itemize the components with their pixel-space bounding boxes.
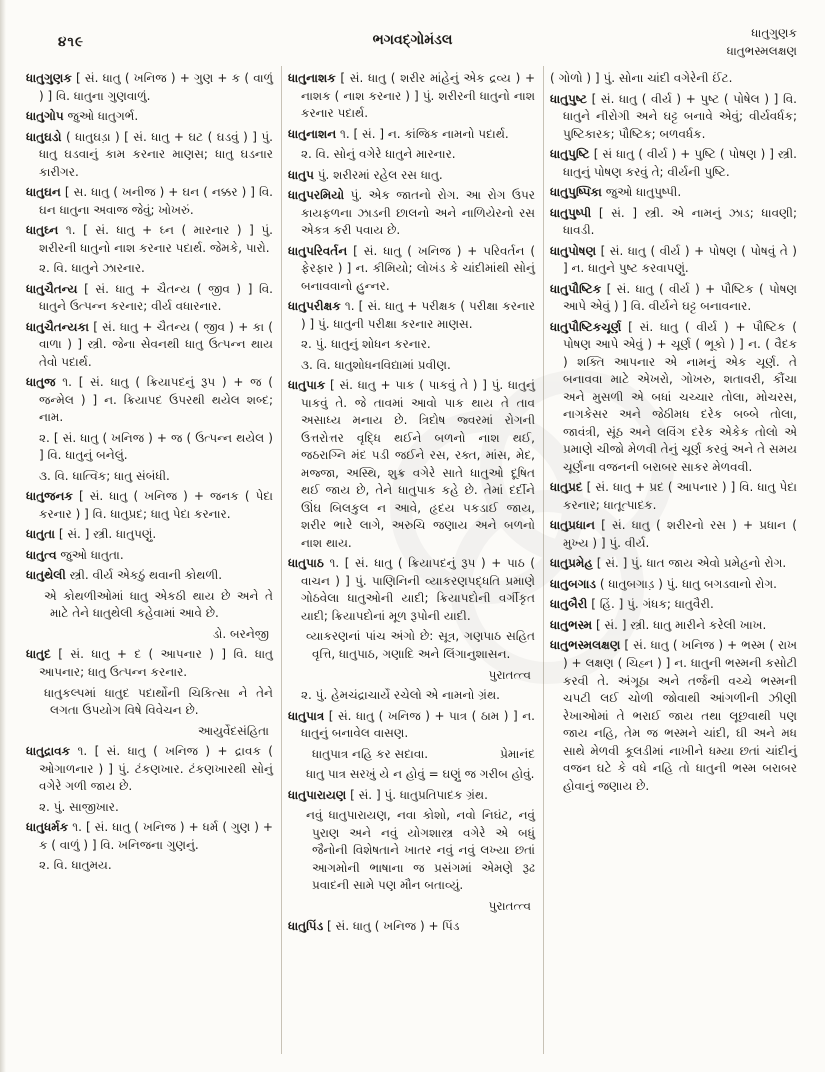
entry-cite xyxy=(26,626,273,644)
headword: ધાતુધર્મક xyxy=(26,820,69,835)
entry-text: ૨. વિ. સોનું વગેરે ધાતુને મારનાર. xyxy=(301,147,456,162)
headword: ધાતુપરમિયો xyxy=(288,188,345,203)
text-column-3 xyxy=(543,66,805,1054)
dictionary-entry xyxy=(288,298,535,333)
headword: ધાતુત્વ xyxy=(26,547,57,562)
dictionary-entry xyxy=(288,787,535,805)
headword: ધાતુદ xyxy=(26,647,51,662)
entry-text: પું. શરીરમાં રહેલ રસ ધાતુ. xyxy=(317,167,443,182)
headword: ધાતુપિંડ xyxy=(288,919,324,934)
dictionary-entry xyxy=(550,184,797,202)
entry-text: ૧. [ સં. ધાતુ ( ખનિજ ) + ધર્મ ( ગુણ ) + ક ( વાળું ) ] વિ. ખનિજના ગુણનું. xyxy=(39,820,273,852)
dictionary-entry xyxy=(550,281,797,316)
entry-text: [ સં. ] પું. ધાત જાય એવો પ્રમેહનો રોગ. xyxy=(596,556,787,571)
entry-text: [ સં. ] પું. ધાતુપ્રતિપાદક ગ્રંથ. xyxy=(350,787,488,802)
entry-sense xyxy=(26,430,273,465)
page-header xyxy=(20,22,805,66)
headword: ધાતુઘ્ન xyxy=(26,223,59,238)
entry-text: [ સં. ધાતુ + દ ( આપનાર ) ] વિ. ધાતુ આપનાર; ધાતુ ઉત્પન્ન કરનાર. xyxy=(39,647,274,679)
dictionary-entry xyxy=(550,146,797,181)
headword: ધાતુનાશન xyxy=(288,126,337,141)
headword: ધાતુતા xyxy=(26,527,55,542)
entry-text: ૩. વિ. ધાત્વિક; ધાતુ સંબંધી. xyxy=(39,468,170,483)
dictionary-entry xyxy=(26,646,273,681)
entry-text: ( ધાતુબગાડ઼ ) પું. ધાતુ બગડવાનો રોગ. xyxy=(599,576,777,591)
headword: ધાતુપ્રમેહ xyxy=(550,556,593,571)
dictionary-entry xyxy=(26,184,273,219)
entry-text: નવું ધાતુપારાયણ, નવા કોશો, નવો નિઘંટ, નવું પુરાણ અને નવું યોગશાસ્ત્ર વગેરે એ બધું જૈનોની વિશેષતાને ખાતર નવું નવું લખ્યા છતાં આગમોની ભાષાના જ પ્રસંગમાં એમણે રૂઢ પ્રવાદની સામે પણ મૌન બતાવ્યું. xyxy=(306,808,535,893)
dictionary-entry xyxy=(26,526,273,544)
entry-text: ૩. વિ. ધાતુશોધનવિદ્યામાં પ્રવીણ. xyxy=(301,357,451,372)
dictionary-entry xyxy=(26,374,273,427)
dictionary-entry xyxy=(26,488,273,523)
entry-sense xyxy=(288,146,535,164)
entry-text: [ સં. ધાતુ ( વીર્ય ) + પુષ્ટ ( પોષેલ ) ] વિ. ધાતુને નીરોગી અને ઘટ્ટ બનાવે એવું; વીર્યવર્ધક; પુષ્ટિકારક; પૌષ્ટિક; બળવર્ધક. xyxy=(563,91,797,141)
entry-text: ૧. [ સં. ધાતુ + પરીક્ષક ( પરીક્ષા કરનાર ) ] પું. ધાતુની પરીક્ષા કરનાર માણસ. xyxy=(301,299,535,331)
headword: ધાતુપ xyxy=(288,167,314,182)
headword: ધાતુજનક xyxy=(26,489,73,504)
entry-text: ૨. પું. ધાતુનું શોધન કરનાર. xyxy=(301,337,431,352)
scan-edge-shadow xyxy=(0,0,6,1072)
entry-note xyxy=(288,807,535,895)
entry-text: [ હિં. ] પું. ગંધક; ધાતુવૈરી. xyxy=(591,597,714,612)
entry-text: [ સં. ધાતુ ( ખનિજ ) + પરિવર્તન ( ફેરફાર ) ] ન. કીમિયો; લોખંડ કે ચાંદીમાંથી સોનું બનાવવાનો હુન્નર. xyxy=(301,243,535,293)
dictionary-entry xyxy=(550,596,797,614)
dictionary-entry xyxy=(550,91,797,144)
entry-cont xyxy=(550,70,797,88)
dictionary-entry xyxy=(550,319,797,477)
entry-note xyxy=(288,628,535,663)
dictionary-entry xyxy=(26,281,273,316)
headword: ધાતુચૈતન્યકા xyxy=(26,319,89,334)
dictionary-entry xyxy=(288,377,535,552)
text-column-1 xyxy=(20,66,281,1054)
dictionary-entry xyxy=(26,70,273,105)
entry-text: [ સં. ધાતુ ( વીર્ય ) + પોષણ ( પોષવું તે ) ] ન. ધાતુને પુષ્ટ કરવાપણું. xyxy=(563,243,797,276)
entry-sense xyxy=(288,336,535,354)
headword: ધાતુગુણક xyxy=(26,71,72,85)
entry-text: [ સં. ધાતુ + ચૈતન્ય ( જીવ ) ] વિ. ધાતુને ઉત્પન્ન કરનાર; વીર્ય વધારનાર. xyxy=(39,281,273,314)
headword: ધાતુભસ્મ xyxy=(550,617,593,632)
entry-text: ( ધાતુઘડ઼ા ) [ સં. ધાતુ + ઘટ ( ઘડવું ) ] પું. ધાતુ ઘડવાનું કામ કરનાર માણસ; ધાતુ ઘડનાર કારીગર. xyxy=(39,129,273,179)
entry-text: ધાતુપાત્ર નહિ કર સદાવા. xyxy=(312,746,429,761)
page-number: ૪૧૯ xyxy=(58,34,84,50)
entry-sense xyxy=(26,799,273,817)
headword: ધાતુપારાયણ xyxy=(288,787,347,802)
dictionary-entry xyxy=(288,918,535,936)
dictionary-entry xyxy=(26,547,273,565)
dictionary-entry xyxy=(288,167,535,185)
entry-text: એ કોથળીઓમાં ધાતુ એકઠી થાય છે અને તે માટે તેને ધાતુથેલી કહેવામાં આવે છે. xyxy=(44,588,273,621)
headword: ધાતુઘન xyxy=(26,185,61,200)
entry-text: [ સં. ] સ્ત્રી. એ નામનું ઝાડ; ધાવણી; ધાવડી. xyxy=(563,205,797,238)
dictionary-entry xyxy=(288,555,535,625)
entry-text: [ સ. ધાતુ ( ખનીજ ) + ઘન ( નક્કર ) ] વિ. ઘન ધાતુના અવાજ જેવું; ખોખરું. xyxy=(39,185,273,217)
guide-word-last: ધાતુભસ્મલક્ષણ xyxy=(726,44,797,58)
entry-text: ધાતુ પાત્ર સરખું યે ન હોવું = ઘણું જ ગરીબ હોવું. xyxy=(306,767,535,782)
guide-word-first: ધાતુગુણક xyxy=(751,26,797,40)
entry-text: [ સં. ધાતુ ( વીર્ય ) + પૌષ્ટિક ( પોષણ આપે એવું ) ] વિ. વીર્યને ઘટ્ટ બનાવનાર. xyxy=(563,281,797,314)
entry-sense xyxy=(26,857,273,875)
entry-text: ૨. પું. સાજીખાર. xyxy=(39,799,119,814)
entry-text: જુઓ ધાતુતા. xyxy=(60,547,124,562)
dictionary-entry xyxy=(26,319,273,372)
dictionary-entry xyxy=(550,205,797,240)
dictionary-entry xyxy=(26,108,273,126)
entry-text: ૧. [ સં. ધાતુ ( ખનિજ ) + દ્રાવક ( ઓગાળનાર ) ] પું. ટંકણખાર. ટંકણખારથી સોનું વગેરે ગળી જાય છે. xyxy=(39,744,273,794)
entry-cite xyxy=(288,667,535,685)
entry-text: ૧. [ સં. ધાતુ ( ક્રિયાપદનું રૂપ ) + જ ( જન્મેલ ) ] ન. ક્રિયાપદ ઉપરથી થયેલ શબ્દ; નામ. xyxy=(39,375,273,425)
entry-text: વ્યાકરણનાં પાંચ અંગો છે: સૂત્ર, ગણપાઠ સહિત વૃત્તિ, ધાતુપાઠ, ગણાદિ અને લિંગાનુશાસન. xyxy=(306,629,535,661)
entry-text: ૨. [ સં. ધાતુ ( ખનિજ ) + જ ( ઉત્પન્ન થયેલ ) ] વિ. ધાતુનું બનેલું. xyxy=(39,430,273,463)
headword: ધાતુપુષ્ટ xyxy=(550,91,587,106)
headword: ધાતુપ્રદ xyxy=(550,480,583,495)
entry-text: [ સં. ધાતુ ( શરીરનો રસ ) + પ્રધાન ( મુખ્ય ) ] પું. વીર્ય. xyxy=(563,518,797,550)
dictionary-entry xyxy=(26,567,273,585)
entry-sense xyxy=(288,687,535,705)
entry-text: ૨. વિ. ધાતુને ઝારનાર. xyxy=(39,261,145,276)
dictionary-entry xyxy=(550,243,797,278)
entry-cite xyxy=(288,898,535,916)
dictionary-entry xyxy=(26,819,273,854)
entry-note xyxy=(26,588,273,623)
entry-text: પું. એક જાતનો રોગ. આ રોગ ઉપર કાયફળના ઝાડની છાલનો અને નાળિયેરનો રસ એકત્ર કરી પવાય છે. xyxy=(301,188,535,238)
entry-quote xyxy=(288,746,535,764)
dictionary-entry xyxy=(26,129,273,182)
entry-text: જુઓ ધાતુપુષ્પી. xyxy=(605,185,682,200)
entry-text: ૨. પું. હેમચંદ્રાચાર્યે રચેલો એ નામનો ગ્રંથ. xyxy=(301,688,500,703)
entry-text: [ સં. ધાતુ ( ખનિજ ) + ગુણ + ક ( વાળું ) ] વિ. ધાતુના ગુણવાળું. xyxy=(39,71,273,103)
headword: ધાતુપ્રધાન xyxy=(550,518,595,533)
headword: ધાતુપુષ્ટિ xyxy=(550,147,590,162)
headword: ધાતુપાત્ર xyxy=(288,708,325,723)
text-columns xyxy=(20,66,805,1054)
entry-sense xyxy=(26,260,273,278)
dictionary-entry xyxy=(288,126,535,144)
dictionary-entry xyxy=(288,187,535,240)
dictionary-entry xyxy=(288,70,535,123)
dictionary-entry xyxy=(550,555,797,573)
dictionary-entry xyxy=(550,637,797,795)
entry-text: [ સં. ધાતુ ( ખનિજ ) + જનક ( પેદા કરનાર ) ] વિ. ધાતુપ્રદ; ધાતુ પેદા કરનાર. xyxy=(39,489,273,521)
entry-text: ૨. વિ. ધાતુમય. xyxy=(39,858,112,873)
entry-text: ( ગોળો ) ] પું. સોના ચાંદી વગેરેની ઈંટ. xyxy=(550,71,733,85)
dictionary-entry xyxy=(550,517,797,552)
entry-text: [ સં. ધાતુ ( ખનિજ ) + ભસ્મ ( રાખ ) + લક્ષણ ( ચિહ્ન ) ] ન. ધાતુની ભસ્મની કસોટી કરવી તે. અંગૂઠા અને તર્જની વચ્ચે ભસ્મની ચપટી લઈ ચોળી જોવાથી આંગળીની ઝીણી રેખાઓમાં તે ભરાઈ જાય તથા લૂછવાથી પણ જાય નહિ, તેમ જ ભસ્મને ચાંદી, ઘી અને મધ સાથે મેળવી કૂલડીમાં નાખીને ધમ્યા છતાં ચાંદીનું વજન ઘટે કે વધે નહિ તો ધાતુની ભસ્મ બરાબર હોવાનું જણાય છે. xyxy=(563,638,797,793)
dictionary-entry xyxy=(550,479,797,514)
entry-text: ૧. [ સં. ] ન. કાંજિક નામનો પદાર્થ. xyxy=(340,126,509,141)
dictionary-entry xyxy=(26,743,273,796)
entry-text: [ સં. ધાતુ ( ખનિજ ) + પાત્ર ( ઠામ ) ] ન. ધાતુનું બનાવેલ વાસણ. xyxy=(301,708,535,741)
entry-text: [ સં. ધાતુ ( ખનિજ ) + પિંડ xyxy=(327,919,460,934)
entry-note xyxy=(26,685,273,720)
headword: ધાતુપાઠ xyxy=(288,556,324,571)
entry-sense xyxy=(26,468,273,486)
entry-text: જુઓ ધાતુગર્ભ. xyxy=(67,109,139,124)
headword: ધાતુબગાડ xyxy=(550,576,597,591)
entry-text: સ્ત્રી. વીર્ય એકઠું થવાની કોથળી. xyxy=(69,568,223,583)
entry-note xyxy=(288,766,535,784)
entry-sense xyxy=(288,357,535,375)
headword: ધાતુજ xyxy=(26,375,56,390)
entry-text: [ સં. ધાતુ + પ્રદ ( આપનાર ) ] વિ. ધાતુ પેદા કરનાર; ધાતૂત્પાદક. xyxy=(563,480,797,512)
citation-source: ડો. બરનેજી xyxy=(212,626,269,641)
entry-text: ધાતુકલ્પમાં ધાતુદ પદાર્થોની ચિકિત્સા ને તેને લગતા ઉપયોગ વિષે વિવેચન છે. xyxy=(44,685,273,718)
headword: ધાતુપૌષ્ટિકચૂર્ણ xyxy=(550,319,622,334)
headword: ધાતુગોપ xyxy=(26,109,64,124)
entry-text: [ સં. ] સ્ત્રી. ધાતુ મારીને કરેલી ખાખ. xyxy=(595,617,767,632)
headword: ધાતુદ્રાવક xyxy=(26,744,71,759)
headword: ધાતુથેલી xyxy=(26,568,66,583)
headword: ધાતુપરિવર્તન xyxy=(288,243,348,258)
dictionary-entry xyxy=(288,708,535,743)
headword: ધાતુપુષ્પિકા xyxy=(550,185,602,200)
text-column-2 xyxy=(281,66,543,1054)
headword: ધાતુપરીક્ષક xyxy=(288,299,341,314)
dictionary-entry xyxy=(26,222,273,257)
headword: ધાતુબૈરી xyxy=(550,597,588,612)
headword: ધાતુઘડો xyxy=(26,129,62,144)
entry-text: [ સં ધાતુ ( વીર્ય ) + પુષ્ટિ ( પોષણ ) ] સ્ત્રી. ધાતુનું પોષણ કરવું તે; વીર્યની પુષ્ટિ. xyxy=(563,147,797,179)
dictionary-entry xyxy=(288,243,535,296)
entry-text: [ સં. ધાતુ + પાક ( પાકવું તે ) ] પું. ધાતુનું પાકવું તે. જે તાવમાં આવો પાક થાય તે તાવ અસાધ્ય મનાય છે. ત્રિદોષ જ્વરમાં રોગની ઉત્તરોત્તર વૃદ્ધિ થઈને બળનો નાશ થઈ, જઠરાગ્નિ મંદ પડી જઈને રસ, રક્ત, માંસ, મેદ, મજ્જા, અસ્થિ, શુક્ર વગેરે સાતે ધાતુઓ દૂષિત થઈ જાય છે, તેને ધાતુપાક કહે છે. તેમાં દર્દીને ઊંઘ બિલકુલ ન આવે, હૃદય પકડાઈ જાય, શરીર ભારે લાગે, અરુચિ જણાય અને બળનો નાશ થાય. xyxy=(301,378,535,550)
entry-text: [ સં. ધાતુ ( શરીર માંહેનું એક દ્રવ્ય ) + નાશક ( નાશ કરનાર ) ] પું. શરીરની ધાતુનો નાશ કરનાર પદાર્થ. xyxy=(301,71,535,121)
entry-text: [ સં. ] સ્ત્રી. ધાતુપણું. xyxy=(58,527,157,542)
entry-cite xyxy=(26,723,273,741)
entry-text: [ સં. ધાતુ ( વીર્ય ) + પૌષ્ટિક ( પોષણ આપે એવું ) + ચૂર્ણ ( ભૂકો ) ] ન. ( વૈદક ) શક્તિ આપનાર એ નામનું એક ચૂર્ણ. તે બનાવવા માટે એખરો, ગોખરુ, શતાવરી, કૌંચા અને મુસળી એ બધાં ચચ્ચાર તોલા, મોચરસ, નાગકેસર અને જેઠીમધ દરેક બબ્બે તોલા, જાવંત્રી, સૂંઠ અને લવિંગ દરેક એકેક તોલો એ પ્રમાણે ચીજો મેળવી તેનું ચૂર્ણ કરવું અને તે સમય ચૂર્ણના વજનની બરાબર સાકર મેળવવી. xyxy=(563,319,797,474)
headword: ધાતુભસ્મલક્ષણ xyxy=(550,638,621,653)
dictionary-entry xyxy=(550,617,797,635)
citation-source: પ્રેમાનંદ xyxy=(500,746,535,761)
dictionary-entry xyxy=(550,576,797,594)
headword: ધાતુનાશક xyxy=(288,71,336,85)
headword: ધાતુપોષણ xyxy=(550,243,597,258)
entry-text: ૧. [ સં. ધાતુ ( ક્રિયાપદનું રૂપ ) + પાઠ ( વાચન ) ] પું. પાણિનિની વ્યાકરણપદ્ધતિ પ્રમાણે ગોઠવેલા ધાતુઓની યાદી; ક્રિયાપદોની વર્ગીકૃત યાદી; ક્રિયાપદોનાં મૂળ રૂપોની યાદી. xyxy=(301,556,535,623)
headword: ધાતુચૈતન્ય xyxy=(26,281,78,296)
citation-source: પુરાતત્ત્વ xyxy=(488,898,531,913)
citation-source: આયુર્વેદસંહિતા xyxy=(197,723,269,738)
entry-text: [ સં. ધાતુ + ચૈતન્ય ( જીવ ) + કા ( વાળા ) ] સ્ત્રી. જેના સેવનથી ધાતુ ઉત્પન્ન થાય તેવો પદાર્થ. xyxy=(39,319,273,369)
page-title: ભગવદ્ગોમંડલ xyxy=(372,32,453,48)
headword: ધાતુપૌષ્ટિક xyxy=(550,281,602,296)
citation-source: પુરાતત્ત્વ xyxy=(488,667,531,682)
guide-words xyxy=(727,24,797,60)
headword: ધાતુપાક xyxy=(288,378,326,393)
entry-text: ૧. [ સં. ધાતુ + ઘ્ન ( મારનાર ) ] પું. શરીરની ધાતુનો નાશ કરનાર પદાર્થ. જેમકે, પારો. xyxy=(39,223,273,255)
headword: ધાતુપુષ્પી xyxy=(550,205,592,220)
